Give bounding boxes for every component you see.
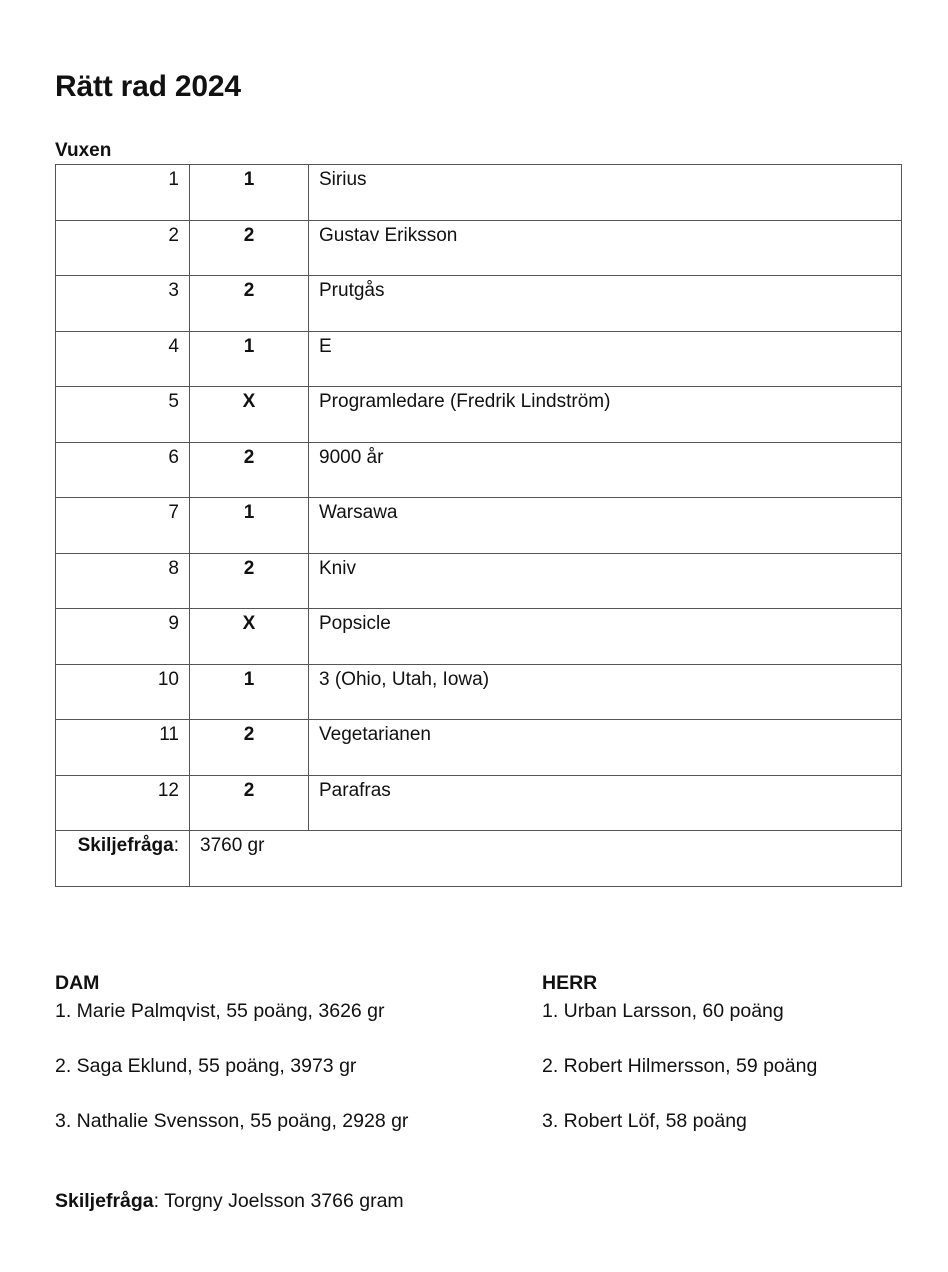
answer-row <box>56 553 902 609</box>
answer-row <box>56 498 902 554</box>
answer-row <box>56 276 902 332</box>
section-label-vuxen: Vuxen <box>55 140 112 161</box>
question-number: 1 <box>56 165 190 221</box>
footer-tiebreak-label: Skiljefråga <box>55 1190 154 1212</box>
answers-table <box>55 164 902 887</box>
answer-sign: 1 <box>190 331 309 387</box>
answer-sign: 1 <box>190 165 309 221</box>
question-number: 6 <box>56 442 190 498</box>
answer-text: Popsicle <box>309 609 902 665</box>
answer-text: Prutgås <box>309 276 902 332</box>
tiebreak-colon: : <box>173 835 179 856</box>
question-number: 5 <box>56 387 190 443</box>
tiebreak-value: 3760 gr <box>190 831 902 887</box>
question-number: 11 <box>56 720 190 776</box>
footer-tiebreak <box>55 1190 404 1213</box>
answer-sign: 2 <box>190 276 309 332</box>
answer-text: 9000 år <box>309 442 902 498</box>
page-title: Rätt rad 2024 <box>55 70 241 103</box>
answer-row <box>56 664 902 720</box>
answer-row <box>56 775 902 831</box>
answer-sign: X <box>190 609 309 665</box>
question-number: 10 <box>56 664 190 720</box>
answer-sign: 2 <box>190 220 309 276</box>
answer-row <box>56 220 902 276</box>
answer-text: Vegetarianen <box>309 720 902 776</box>
question-number: 7 <box>56 498 190 554</box>
answer-text: 3 (Ohio, Utah, Iowa) <box>309 664 902 720</box>
question-number: 12 <box>56 775 190 831</box>
question-number: 2 <box>56 220 190 276</box>
results-dam-entry: 3. Nathalie Svensson, 55 poäng, 2928 gr <box>55 1110 409 1132</box>
question-number: 8 <box>56 553 190 609</box>
answer-row <box>56 387 902 443</box>
answer-row <box>56 165 902 221</box>
question-number: 3 <box>56 276 190 332</box>
results-dam-entry: 1. Marie Palmqvist, 55 poäng, 3626 gr <box>55 1000 385 1022</box>
results-herr-entry: 1. Urban Larsson, 60 poäng <box>542 1000 784 1022</box>
answer-text: Kniv <box>309 553 902 609</box>
answer-row <box>56 609 902 665</box>
footer-tiebreak-text: : Torgny Joelsson 3766 gram <box>153 1190 404 1212</box>
answer-sign: X <box>190 387 309 443</box>
question-number: 9 <box>56 609 190 665</box>
answer-text: Warsawa <box>309 498 902 554</box>
answer-row <box>56 442 902 498</box>
results-herr-entry: 3. Robert Löf, 58 poäng <box>542 1110 747 1132</box>
answer-text: E <box>309 331 902 387</box>
answer-sign: 2 <box>190 442 309 498</box>
results-dam <box>55 972 408 1163</box>
tiebreak-label: Skiljefråga <box>77 835 174 856</box>
answer-text: Sirius <box>309 165 902 221</box>
tiebreak-label-cell <box>56 831 190 887</box>
results-dam-heading: DAM <box>55 972 100 994</box>
answers-table-body <box>56 165 902 831</box>
answer-sign: 2 <box>190 553 309 609</box>
tiebreak-row <box>56 831 902 887</box>
question-number: 4 <box>56 331 190 387</box>
answer-sign: 1 <box>190 664 309 720</box>
answer-text: Gustav Eriksson <box>309 220 902 276</box>
answer-sign: 1 <box>190 498 309 554</box>
results-herr <box>542 972 817 1163</box>
results-herr-entry: 2. Robert Hilmersson, 59 poäng <box>542 1055 818 1077</box>
answer-sign: 2 <box>190 720 309 776</box>
answer-row <box>56 331 902 387</box>
results-herr-heading: HERR <box>542 972 598 994</box>
answer-text: Programledare (Fredrik Lindström) <box>309 387 902 443</box>
answer-row <box>56 720 902 776</box>
results-dam-entry: 2. Saga Eklund, 55 poäng, 3973 gr <box>55 1055 357 1077</box>
answer-text: Parafras <box>309 775 902 831</box>
answer-sign: 2 <box>190 775 309 831</box>
